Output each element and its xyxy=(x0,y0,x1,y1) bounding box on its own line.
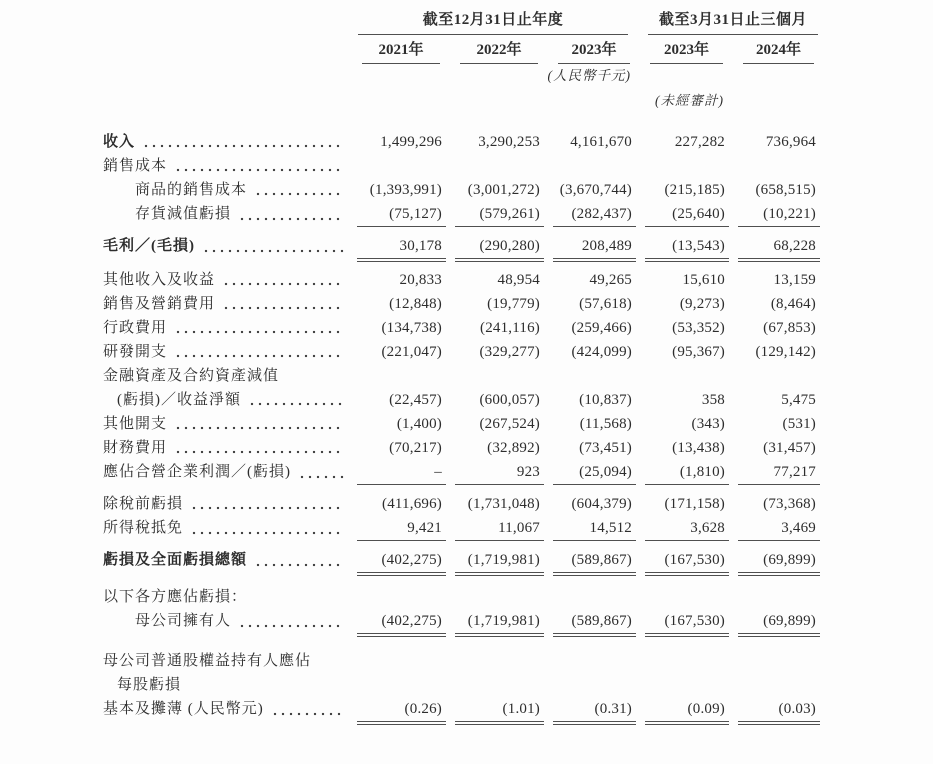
table-row xyxy=(103,492,933,516)
value-cell: (9,273) xyxy=(679,296,725,312)
value-cell: (73,368) xyxy=(763,496,816,512)
value-cell: (53,352) xyxy=(672,320,725,336)
value-cell: (13,543) xyxy=(645,234,729,259)
dot-leader xyxy=(142,130,344,154)
dot-leader xyxy=(174,316,344,340)
table-row xyxy=(103,388,933,412)
value-cell: (1,719,981) xyxy=(455,548,544,573)
value-cell: (329,277) xyxy=(479,344,540,360)
value-cell: (8,464) xyxy=(770,296,816,312)
value-cell: (0.31) xyxy=(553,697,636,722)
table-row xyxy=(103,340,933,364)
row-label: 每股虧損 xyxy=(117,677,182,693)
row-label: 母公司普通股權益持有人應佔 xyxy=(103,653,312,669)
value-cell: (32,892) xyxy=(487,440,540,456)
table-row xyxy=(103,412,933,436)
year-column-2024-q1: 2024年 xyxy=(729,40,820,64)
value-cell: (267,524) xyxy=(479,416,540,432)
value-cell xyxy=(636,673,729,697)
value-cell xyxy=(729,364,820,388)
value-cell: (167,530) xyxy=(645,609,729,634)
value-cell xyxy=(348,673,446,697)
period-header-row xyxy=(103,10,933,35)
note-spacer xyxy=(103,67,544,85)
value-cell: (129,142) xyxy=(755,344,816,360)
table-row xyxy=(103,130,933,154)
value-cell xyxy=(544,585,636,609)
dot-leader xyxy=(190,516,344,541)
value-cell: (241,116) xyxy=(480,320,540,336)
row-label: (虧損)／收益淨額 xyxy=(117,392,241,408)
dot-leader xyxy=(254,178,344,202)
value-cell: (1,393,991) xyxy=(369,182,442,198)
value-cell: 3,469 xyxy=(738,516,820,541)
value-cell: 49,265 xyxy=(589,272,632,288)
value-cell: (11,568) xyxy=(579,416,632,432)
table-row xyxy=(103,516,933,541)
value-cell: 11,067 xyxy=(455,516,544,541)
value-cell: 68,228 xyxy=(738,234,820,259)
year-column-2023-q1: 2023年 xyxy=(636,40,729,64)
value-cell xyxy=(348,154,446,178)
statement-table-body xyxy=(103,130,933,722)
table-row xyxy=(103,436,933,460)
row-label-cell xyxy=(103,340,348,364)
row-label: 以下各方應佔虧損： xyxy=(103,589,248,605)
row-label-cell xyxy=(103,548,348,573)
value-cell: 9,421 xyxy=(357,516,446,541)
value-cell xyxy=(729,585,820,609)
value-cell: 1,499,296 xyxy=(380,134,442,150)
row-label-cell xyxy=(103,292,348,316)
year-column-2022: 2022年 xyxy=(446,40,544,64)
row-label: 其他開支 xyxy=(103,416,168,432)
table-row xyxy=(103,460,933,485)
row-label-cell xyxy=(103,178,348,202)
table-row xyxy=(103,609,933,634)
year-column-2023: 2023年 xyxy=(544,40,636,64)
audit-note-row xyxy=(103,92,933,110)
header-spacer xyxy=(103,10,348,35)
year-column-2021: 2021年 xyxy=(348,40,446,64)
value-cell: (1,400) xyxy=(396,416,442,432)
value-cell: (31,457) xyxy=(763,440,816,456)
row-label: 所得稅抵免 xyxy=(103,520,184,536)
row-label: 其他收入及收益 xyxy=(103,272,216,288)
value-cell xyxy=(446,585,544,609)
value-cell: (411,696) xyxy=(382,496,442,512)
dot-leader xyxy=(238,202,344,227)
value-cell: (67,853) xyxy=(763,320,816,336)
table-row xyxy=(103,585,933,609)
row-label: 除稅前虧損 xyxy=(103,496,184,512)
value-cell: (259,466) xyxy=(571,320,632,336)
row-label-cell xyxy=(103,697,348,722)
value-cell: (282,437) xyxy=(553,202,636,227)
value-cell xyxy=(446,364,544,388)
row-label-cell xyxy=(103,516,348,541)
row-label: 金融資產及合約資產減值 xyxy=(103,368,280,384)
row-label: 虧損及全面虧損總額 xyxy=(103,552,248,568)
value-cell: (95,367) xyxy=(672,344,725,360)
unit-note-row xyxy=(103,67,933,85)
row-label: 應佔合營企業利潤／(虧損) xyxy=(103,464,291,480)
value-cell xyxy=(729,154,820,178)
value-cell xyxy=(636,154,729,178)
value-cell: (1.01) xyxy=(455,697,544,722)
value-cell: 14,512 xyxy=(553,516,636,541)
value-cell xyxy=(544,649,636,673)
value-cell xyxy=(729,649,820,673)
dot-leader xyxy=(174,412,344,436)
currency-unit-note: (人民幣千元) xyxy=(547,68,631,83)
row-label-cell xyxy=(103,492,348,516)
value-cell: (589,867) xyxy=(553,609,636,634)
table-row xyxy=(103,292,933,316)
value-cell xyxy=(636,585,729,609)
row-label-cell xyxy=(103,268,348,292)
dot-leader xyxy=(190,492,344,516)
value-cell: 736,964 xyxy=(765,134,816,150)
value-cell: (424,099) xyxy=(571,344,632,360)
row-label: 基本及攤薄 (人民幣元) xyxy=(103,701,264,717)
row-label-cell xyxy=(103,130,348,154)
value-cell xyxy=(636,649,729,673)
value-cell: (658,515) xyxy=(755,182,816,198)
row-label-cell xyxy=(103,649,348,673)
table-row xyxy=(103,673,933,697)
value-cell: (3,670,744) xyxy=(559,182,632,198)
value-cell: (1,810) xyxy=(645,460,729,485)
row-label-cell xyxy=(103,460,348,485)
value-cell: (25,640) xyxy=(645,202,729,227)
row-label: 存貨減值虧損 xyxy=(135,206,232,222)
dot-leader xyxy=(298,460,344,485)
dot-leader xyxy=(238,609,344,634)
value-cell: (531) xyxy=(782,416,816,432)
row-label-cell xyxy=(103,388,348,412)
note-spacer xyxy=(103,92,636,110)
value-cell: (134,738) xyxy=(381,320,442,336)
value-cell: (12,848) xyxy=(389,296,442,312)
value-cell: (171,158) xyxy=(664,496,725,512)
value-cell: (579,261) xyxy=(455,202,544,227)
row-label: 母公司擁有人 xyxy=(135,613,232,629)
table-row xyxy=(103,154,933,178)
value-cell: (402,275) xyxy=(357,609,446,634)
value-cell: (1,719,981) xyxy=(455,609,544,634)
value-cell: (10,837) xyxy=(579,392,632,408)
value-cell: (13,438) xyxy=(672,440,725,456)
table-row xyxy=(103,234,933,259)
value-cell: 15,610 xyxy=(682,272,725,288)
table-row xyxy=(103,364,933,388)
value-cell: 30,178 xyxy=(357,234,446,259)
row-label-cell xyxy=(103,585,348,609)
dot-leader xyxy=(174,436,344,460)
value-cell: 4,161,670 xyxy=(570,134,632,150)
row-label: 研發開支 xyxy=(103,344,168,360)
value-cell: 5,475 xyxy=(781,392,816,408)
value-cell: 358 xyxy=(701,392,725,408)
table-row xyxy=(103,316,933,340)
value-cell: (0.03) xyxy=(738,697,820,722)
row-label-cell xyxy=(103,609,348,634)
value-cell: (69,899) xyxy=(738,609,820,634)
dot-leader xyxy=(248,388,344,412)
row-label: 毛利／(毛損) xyxy=(103,238,195,254)
table-row xyxy=(103,548,933,573)
dot-leader xyxy=(254,548,344,573)
row-label: 行政費用 xyxy=(103,320,168,336)
row-label: 財務費用 xyxy=(103,440,168,456)
row-label: 收入 xyxy=(103,134,136,150)
value-cell: (75,127) xyxy=(357,202,446,227)
value-cell: (343) xyxy=(691,416,725,432)
value-cell: (19,779) xyxy=(487,296,540,312)
value-cell xyxy=(446,673,544,697)
value-cell: 13,159 xyxy=(773,272,816,288)
value-cell xyxy=(729,673,820,697)
value-cell: (10,221) xyxy=(738,202,820,227)
year-header-row xyxy=(103,40,933,64)
value-cell: (167,530) xyxy=(645,548,729,573)
value-cell xyxy=(446,154,544,178)
value-cell: (0.26) xyxy=(357,697,446,722)
value-cell xyxy=(544,673,636,697)
table-row xyxy=(103,178,933,202)
value-cell: (3,001,272) xyxy=(467,182,540,198)
value-cell: 3,628 xyxy=(645,516,729,541)
value-cell: 3,290,253 xyxy=(478,134,540,150)
value-cell: (25,094) xyxy=(553,460,636,485)
row-label: 銷售及營銷費用 xyxy=(103,296,216,312)
value-cell: (402,275) xyxy=(357,548,446,573)
dot-leader xyxy=(222,268,344,292)
value-cell: (221,047) xyxy=(381,344,442,360)
value-cell: (604,379) xyxy=(571,496,632,512)
value-cell: (73,451) xyxy=(579,440,632,456)
value-cell: (57,618) xyxy=(579,296,632,312)
period-group-quarter xyxy=(636,10,820,35)
value-cell: 923 xyxy=(455,460,544,485)
row-label-cell xyxy=(103,412,348,436)
dot-leader xyxy=(202,234,344,259)
row-label-cell xyxy=(103,673,348,697)
row-label-cell xyxy=(103,202,348,227)
value-cell: 48,954 xyxy=(497,272,540,288)
dot-leader xyxy=(174,340,344,364)
value-cell: 227,282 xyxy=(674,134,725,150)
value-cell: 208,489 xyxy=(553,234,636,259)
value-cell: 20,833 xyxy=(399,272,442,288)
value-cell xyxy=(446,649,544,673)
dot-leader xyxy=(271,697,344,722)
value-cell: (600,057) xyxy=(479,392,540,408)
value-cell: (70,217) xyxy=(389,440,442,456)
row-label-cell xyxy=(103,154,348,178)
value-cell: (69,899) xyxy=(738,548,820,573)
value-cell xyxy=(544,154,636,178)
row-label-cell xyxy=(103,364,348,388)
value-cell: (290,280) xyxy=(455,234,544,259)
value-cell xyxy=(348,364,446,388)
table-row xyxy=(103,202,933,227)
dot-leader xyxy=(222,292,344,316)
dot-leader xyxy=(174,154,344,178)
value-cell xyxy=(348,585,446,609)
value-cell: (0.09) xyxy=(645,697,729,722)
period-group-annual xyxy=(348,10,636,35)
row-label: 商品的銷售成本 xyxy=(135,182,248,198)
row-label: 銷售成本 xyxy=(103,158,168,174)
value-cell xyxy=(544,364,636,388)
value-cell xyxy=(636,364,729,388)
value-cell: (22,457) xyxy=(389,392,442,408)
table-row xyxy=(103,649,933,673)
value-cell xyxy=(348,649,446,673)
value-cell: (215,185) xyxy=(664,182,725,198)
period-group-annual-title: 截至12月31日止年度 xyxy=(358,10,628,35)
row-label-cell xyxy=(103,316,348,340)
table-row xyxy=(103,697,933,722)
value-cell: (589,867) xyxy=(553,548,636,573)
value-cell: (1,731,048) xyxy=(467,496,540,512)
row-label-cell xyxy=(103,436,348,460)
value-cell: 77,217 xyxy=(738,460,820,485)
value-cell: – xyxy=(357,460,446,485)
row-label-cell xyxy=(103,234,348,259)
header-spacer xyxy=(103,40,348,64)
unaudited-note: (未經審計) xyxy=(655,93,724,108)
period-group-quarter-title: 截至3月31日止三個月 xyxy=(648,10,818,35)
table-row xyxy=(103,268,933,292)
